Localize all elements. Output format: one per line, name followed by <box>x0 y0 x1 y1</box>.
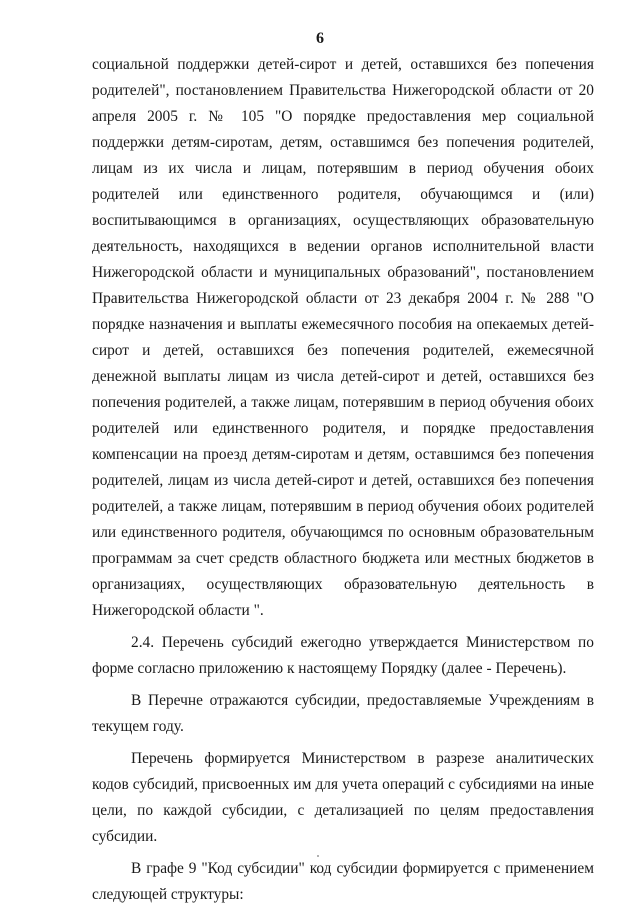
paragraph-2: 2.4. Перечень субсидий ежегодно утверждается Министерством по форме согласно приложению к настоящему Порядку (далее - Перечень). <box>92 634 594 677</box>
paragraph-3: В Перечне отражаются субсидии, предоставляемые Учреждениям в текущем году. <box>92 692 594 735</box>
paragraph-4: Перечень формируется Министерством в разрезе аналитических кодов субсидий, присвоенных им для учета операций с субсидиями на иные цели, по каждой субсидии, с детализацией по целям предоставления субсидии. <box>92 750 594 845</box>
paragraph-5: В графе 9 "Код субсидии" код субсидии формируется с применением следующей структуры: <box>92 860 594 903</box>
page-number: 6 <box>316 30 324 47</box>
document-body <box>92 52 594 908</box>
paragraph-1: социальной поддержки детей-сирот и детей, оставшихся без попечения родителей", постановлением Правительства Нижегородской области от 20 апреля 2005 г. № 105 "О порядке предоставления мер социальной поддержки детям-сиротам, детям, оставшимся без попечения родителей, лицам из их числа и лицам, потерявшим в период обучения обоих родителей или единственного родителя, обучающимся и (или) воспитывающимся в организациях, осуществляющих образовательную деятельность, находящихся в ведении органов исполнительной власти Нижегородской области и муниципальных образований", постановлением Правительства Нижегородской области от 23 декабря 2004 г. № 288 "О порядке назначения и выплаты ежемесячного пособия на опекаемых детей-сирот и детей, оставшихся без попечения родителей, ежемесячной денежной выплаты лицам из числа детей-сирот и детей, оставшихся без попечения родителей, а также лицам, потерявшим в период обучения обоих родителей или единственного родителя, и порядке предоставления компенсации на проезд детям-сиротам и детям, оставшимся без попечения родителей, лицам из числа детей-сирот и детей, оставшихся без попечения родителей, а также лицам, потерявшим в период обучения обоих родителей или единственного родителя, обучающимся по основным образовательным программам за счет средств областного бюджета или местных бюджетов в организациях, осуществляющих образовательную деятельность в Нижегородской области ". <box>92 56 594 619</box>
scan-speck <box>317 855 319 857</box>
